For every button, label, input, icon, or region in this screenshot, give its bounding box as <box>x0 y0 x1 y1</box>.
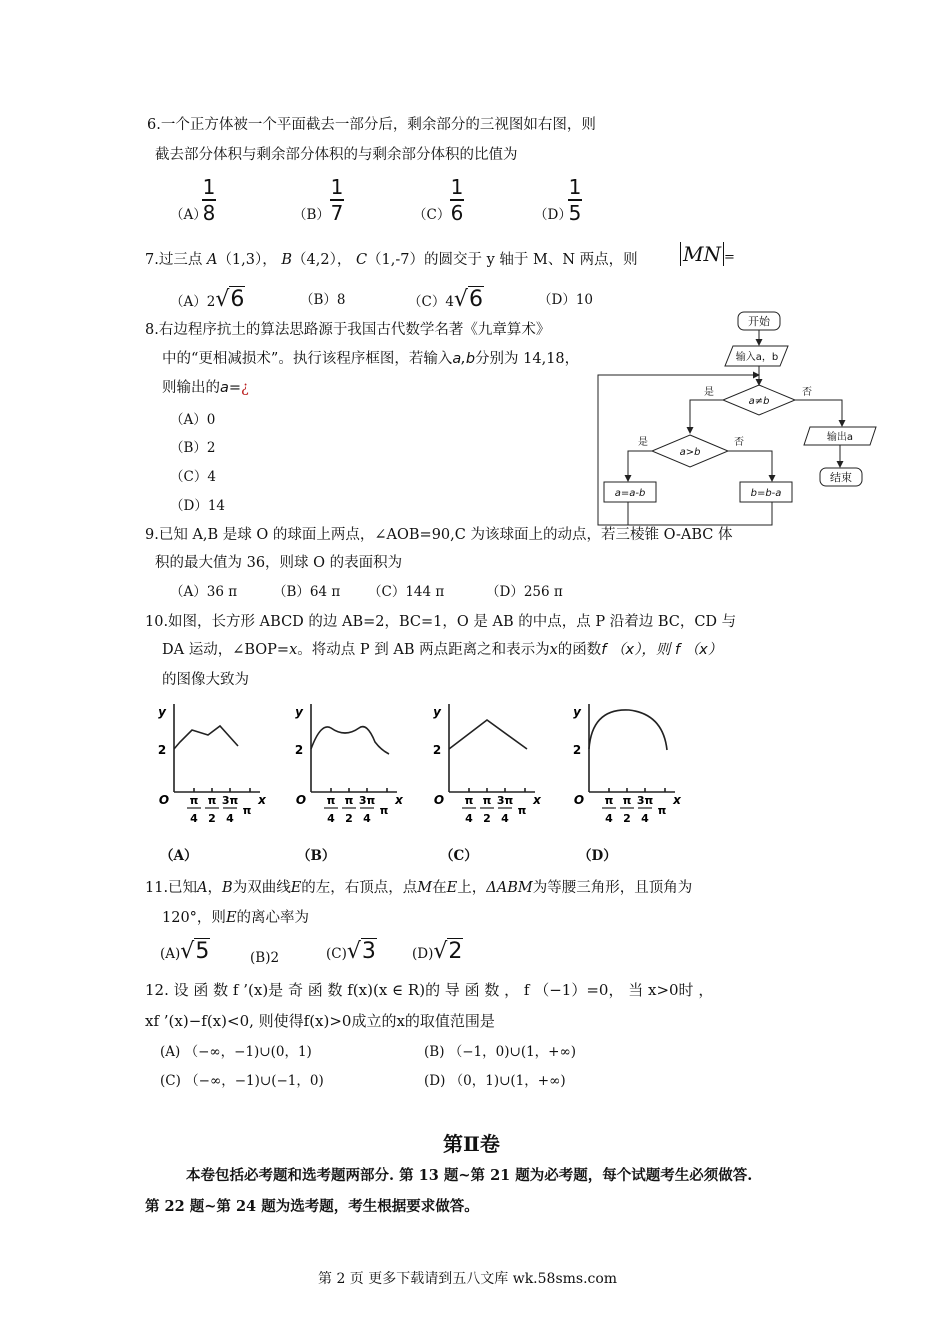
origin-label: O <box>158 793 170 807</box>
q6-option-a-label: （A） <box>170 207 207 223</box>
q9-option-d: （D）256 π <box>486 584 563 600</box>
flow-output-text: 输出a <box>826 432 854 443</box>
tick-pi4-num: π <box>326 794 336 807</box>
y-tick-2: 2 <box>432 743 442 757</box>
tick-pi4-num: π <box>464 794 474 807</box>
q10-graph-d <box>565 702 695 832</box>
flow-start-text: 开始 <box>748 315 770 328</box>
q8-option-d: （D）14 <box>170 498 226 514</box>
q6-option-a-fraction: 1 8 <box>202 175 216 225</box>
flow-cond2-text: a>b <box>679 447 701 458</box>
q11-line2: 120°，则E的离心率为 <box>162 910 310 926</box>
q6-line2: 截去部分体积与剩余部分体积的与剩余部分体积的比值为 <box>155 147 518 163</box>
q6-option-d-fraction: 1 5 <box>568 175 582 225</box>
q10-caption-c: （C） <box>440 848 478 864</box>
tick-pi2-den: 2 <box>483 812 491 825</box>
tick-pi2-den: 2 <box>208 812 216 825</box>
flow-input-text: 输入a，b <box>735 352 779 363</box>
q7-option-c: （C）4√6 <box>408 287 483 312</box>
q12-option-d: (D) （0，1)∪(1，+∞) <box>424 1073 566 1089</box>
tick-pi4-num: π <box>189 794 199 807</box>
q11-option-c: (C)√3 <box>326 939 376 964</box>
part2-para2: 第 22 题~第 24 题为选考题，考生根据要求做答。 <box>145 1198 479 1215</box>
q10-caption-a: （A） <box>160 848 198 864</box>
q7-option-a: （A）2√6 <box>170 287 245 312</box>
tick-pi: π <box>517 804 527 817</box>
q7-option-d: （D）10 <box>538 292 594 308</box>
origin-label: O <box>433 793 445 807</box>
tick-pi2-num: π <box>482 794 492 807</box>
origin-label: O <box>573 793 585 807</box>
q6-option-c-fraction: 1 6 <box>450 175 464 225</box>
flow-yes2: 是 <box>638 437 648 448</box>
tick-pi: π <box>242 804 252 817</box>
flow-no1: 否 <box>802 387 812 398</box>
flow-yes1: 是 <box>704 387 714 398</box>
y-label: y <box>573 705 581 719</box>
q10-graph-c <box>425 702 555 832</box>
q7-stem: 7.过三点 A（1,3）， B（4,2）， C（1,-7）的圆交于 y 轴于 M、N 两点，则 <box>145 252 638 268</box>
q6-option-d-label: （D） <box>534 207 572 223</box>
q8-line2: 中的“更相减损术”。执行该程序框图，若输入a,b分别为 14,18， <box>162 351 580 367</box>
tick-pi4-den: 4 <box>190 812 198 825</box>
tick-3pi4-num: 3π <box>358 794 376 807</box>
y-label: y <box>158 705 166 719</box>
tick-pi4-den: 4 <box>605 812 613 825</box>
graph-curve <box>449 720 527 749</box>
y-tick-2: 2 <box>572 743 582 757</box>
tick-pi4-den: 4 <box>465 812 473 825</box>
tick-pi: π <box>379 804 389 817</box>
q10-line3: 的图像大致为 <box>162 672 249 688</box>
y-label: y <box>295 705 303 719</box>
q9-line1: 9.已知 A,B 是球 O 的球面上两点，∠AOB=90,C 为该球面上的动点，若三棱锥 O-ABC 体 <box>145 527 733 543</box>
tick-pi4-den: 4 <box>327 812 335 825</box>
q8-option-b: （B）2 <box>170 440 216 456</box>
q9-option-b: （B）64 π <box>273 584 341 600</box>
page-footer: 第 2 页 更多下载请到五八文库 wk.58sms.com <box>318 1271 618 1287</box>
q12-option-b: (B) （−1，0)∪(1，+∞) <box>424 1044 576 1060</box>
part2-para1: 本卷包括必考题和选考题两部分. 第 13 题~第 21 题为必考题，每个试题考生必须做答. <box>186 1167 753 1184</box>
tick-pi2-num: π <box>207 794 217 807</box>
q7-mn-abs: MN = <box>680 241 735 271</box>
tick-pi: π <box>657 804 667 817</box>
tick-pi4-num: π <box>604 794 614 807</box>
tick-3pi4-den: 4 <box>226 812 234 825</box>
tick-3pi4-num: 3π <box>636 794 654 807</box>
q9-option-c: （C）144 π <box>368 584 445 600</box>
q10-line1: 10.如图，长方形 ABCD 的边 AB=2，BC=1，O 是 AB 的中点，点 P 沿着边 BC，CD 与 <box>145 614 737 630</box>
tick-pi2-num: π <box>622 794 632 807</box>
q7-option-b: （B）8 <box>300 292 346 308</box>
q9-line2: 积的最大值为 36，则球 O 的表面积为 <box>155 555 403 571</box>
y-tick-2: 2 <box>294 743 304 757</box>
tick-pi2-den: 2 <box>623 812 631 825</box>
graph-curve <box>589 710 667 750</box>
q8-line1: 8.右边程序抗土的算法思路源于我国古代数学名著《九章算术》 <box>145 322 551 338</box>
flow-no2: 否 <box>734 437 744 448</box>
q10-line2: DA 运动，∠BOP=x。将动点 P 到 AB 两点距离之和表示为x的函数f （x），则 f （x） <box>162 642 723 658</box>
tick-3pi4-den: 4 <box>363 812 371 825</box>
q10-caption-b: （B） <box>297 848 336 864</box>
flowchart <box>590 305 890 550</box>
tick-3pi4-num: 3π <box>221 794 239 807</box>
q12-option-c: (C) （−∞，−1)∪(−1，0) <box>160 1073 324 1089</box>
q8-line3: 则输出的a=¿ <box>162 380 249 396</box>
q10-graph-b <box>287 702 417 832</box>
tick-pi2-num: π <box>344 794 354 807</box>
graph-curve <box>311 727 389 754</box>
part2-title: 第Ⅱ卷 <box>443 1132 500 1156</box>
q6-line1: 6.一个正方体被一个平面截去一部分后，剩余部分的三视图如右图，则 <box>147 117 596 133</box>
x-label: x <box>395 793 403 807</box>
q9-option-a: （A）36 π <box>170 584 238 600</box>
flow-cond1-text: a≠b <box>748 396 770 407</box>
q6-option-b-fraction: 1 7 <box>330 175 344 225</box>
q11-option-b: (B)2 <box>250 950 280 966</box>
tick-3pi4-den: 4 <box>501 812 509 825</box>
q8-option-a: （A）0 <box>170 412 216 428</box>
q6-option-b-label: （B） <box>293 207 330 223</box>
x-label: x <box>258 793 266 807</box>
x-label: x <box>673 793 681 807</box>
origin-label: O <box>295 793 307 807</box>
tick-3pi4-num: 3π <box>496 794 514 807</box>
flow-assign2-text: b=b-a <box>750 488 782 499</box>
graph-curve <box>174 726 238 749</box>
y-tick-2: 2 <box>157 743 167 757</box>
y-label: y <box>433 705 441 719</box>
q10-graph-a <box>150 702 280 832</box>
tick-3pi4-den: 4 <box>641 812 649 825</box>
q11-option-a: (A)√5 <box>160 939 210 964</box>
q6-option-c-label: （C） <box>413 207 451 223</box>
q10-caption-d: （D） <box>578 848 617 864</box>
flow-end-text: 结束 <box>830 471 852 484</box>
x-label: x <box>533 793 541 807</box>
tick-pi2-den: 2 <box>345 812 353 825</box>
q12-option-a: (A) （−∞，−1)∪(0，1) <box>160 1044 312 1060</box>
flow-assign1-text: a=a-b <box>614 488 646 499</box>
q11-option-d: (D)√2 <box>412 939 463 964</box>
q8-option-c: （C）4 <box>170 469 216 485</box>
q11-line1: 11.已知A，B为双曲线E的左，右顶点，点M在E上，ΔABM为等腰三角形，且顶角为 <box>145 880 693 896</box>
q12-line2: xf ’(x)−f(x)<0, 则使得f(x)>0成立的x的取值范围是 <box>145 1012 495 1030</box>
q12-line1: 12. 设 函 数 f ’(x)是 奇 函 数 f(x)(x ∈ R)的 导 函 数 ， f （−1）=0， 当 x>0时 ， <box>145 981 714 999</box>
